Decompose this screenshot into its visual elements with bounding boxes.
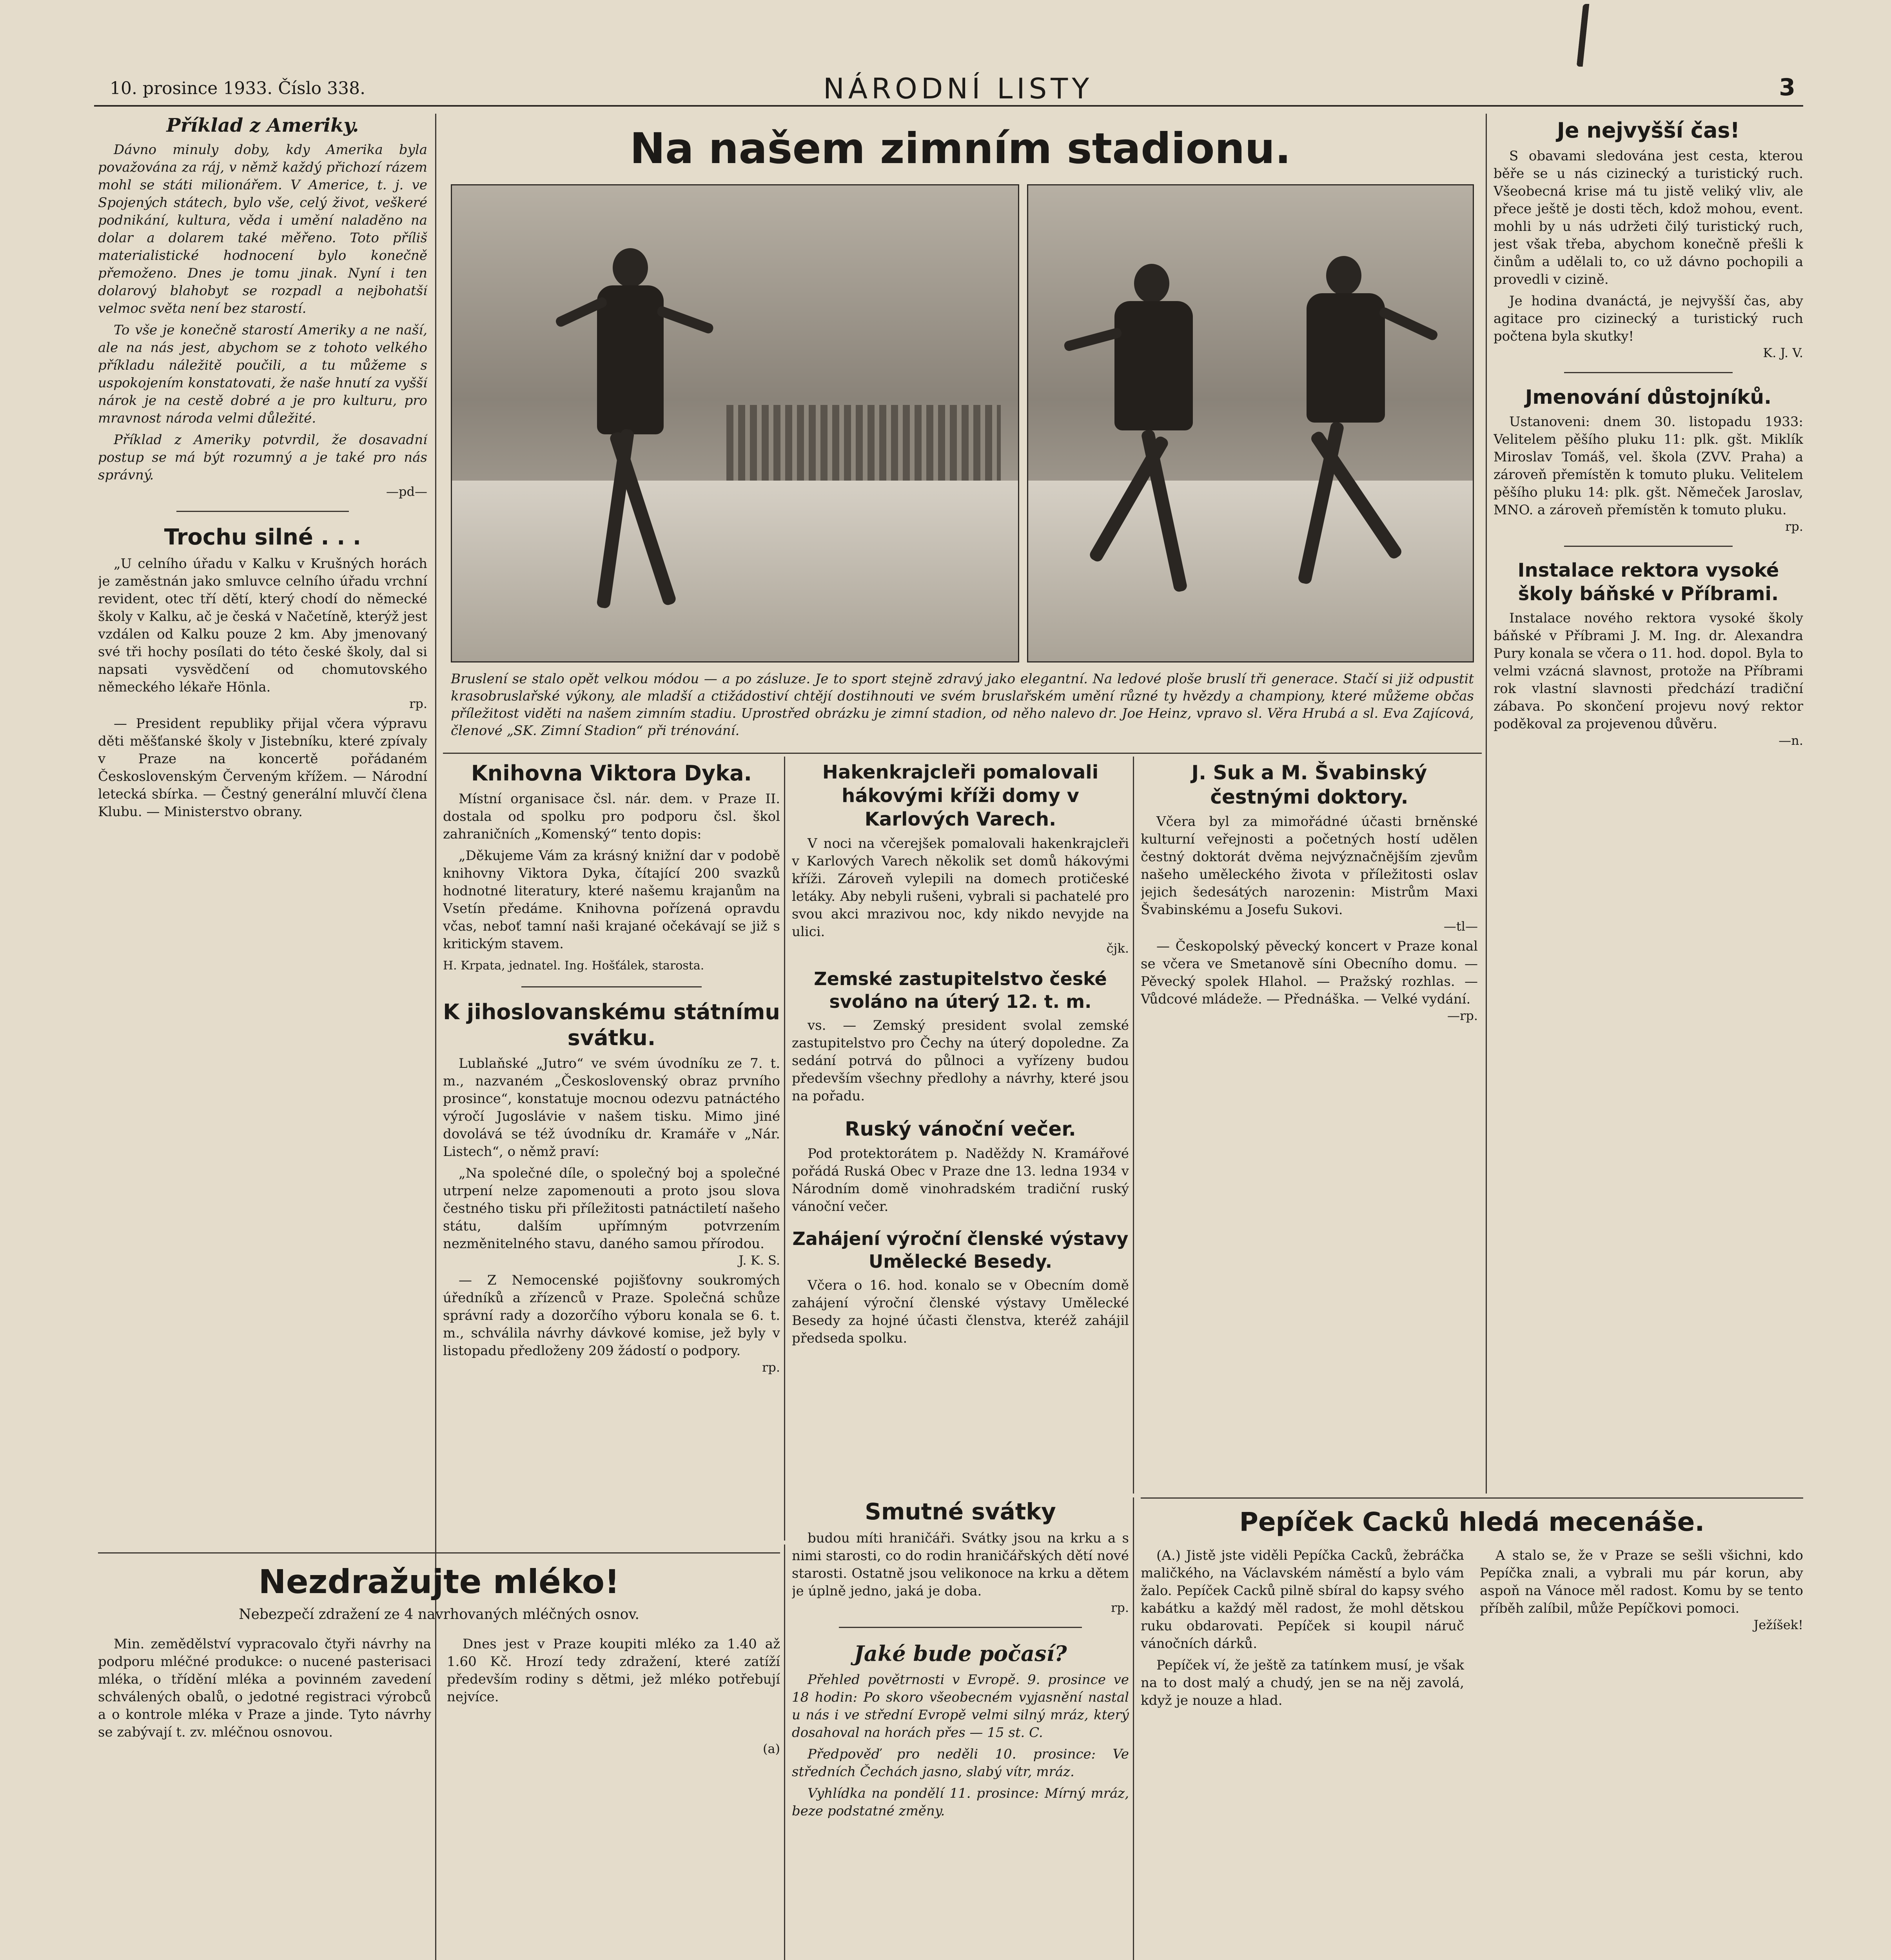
article-signature: rp.: [762, 1360, 780, 1375]
article-body: Vyhlídka na pondělí 11. prosince: Mírný mráz, beze podstatné změny.: [792, 1786, 1129, 1819]
article-signature: (a): [762, 1741, 780, 1756]
article-signature: rp.: [1111, 1600, 1129, 1615]
article-body: Včera byl za mimořádné účasti brněnské kulturní veřejnosti a početných hostí udělen čestný doktorát dvěma nejvýznačnějším zjevům našeho uměleckého života v příležitosti oslav jejich šedesátých narozenin: Mistrům Maxi Švabinskému a Josefu Sukovi.: [1141, 814, 1478, 918]
stadium-photo-left: [451, 184, 1019, 662]
article-title: Trochu silné . . .: [164, 524, 361, 550]
column-rule: [1133, 1497, 1134, 1960]
article-title: Knihovna Viktora Dyka.: [471, 761, 752, 786]
photo-caption-area: [451, 670, 1474, 749]
column-rule: [784, 1544, 785, 1960]
article-body: Dnes jest v Praze koupiti mléko za 1.40 až 1.60 Kč. Hrozí tedy zdražení, které zatíží především rodiny s dětmi, jež mléko potřebují nejvíce.: [447, 1636, 780, 1705]
article-body: Lublaňské „Jutro“ ve svém úvodníku ze 7. t. m., nazvaném „Československý obraz prvního prosince“, konstatuje mocnou odezvu patnáctého výročí Jugoslávie v našem tisku. Mimo jiné dovolává se též úvodníku dr. Kramáře v „Nár. Listech“, o němž praví:: [443, 1056, 780, 1160]
article-body: Pepíček ví, že ještě za tatínkem musí, je však na to dost malý a chudý, jen se na něj zavolá, když je nouze a hlad.: [1141, 1657, 1464, 1708]
article-body: — Z Nemocenské pojišťovny soukromých úředníků a zřízenců v Praze. Společná schůze správní rady a dozorčího výboru konala se 6. t. m., schválila návrhy dávkové komise, jež byly v listopadu předloženy 209 žádostí o podpory.: [443, 1272, 780, 1359]
article-body: budou míti hraničáři. Svátky jsou na krku a s nimi starosti, co do rodin hraničářských dětí nové starosti. Ostatně jsou velikonoce na krku a dětem je úplně jedno, jaká je doba.: [792, 1530, 1129, 1599]
article-signature: —n.: [1778, 733, 1803, 748]
article-body: „U celního úřadu v Kalku v Krušných horách je zaměstnán jako smluvce celního úřadu vrchní revident, otec tří dětí, který chodí do německé školy v Kalku, ač je česká v Načetíně, kterýž jest vzdálen od Kalku pouze 2 km. Aby jmenovaný své tři hochy posílati do této české školy, dal si napsati vysvědčení od chomutovského německého lékaře Hönla.: [98, 556, 427, 695]
article-title: Příklad z Ameriky.: [166, 114, 359, 136]
article-signature: —tl—: [1443, 919, 1478, 934]
article-signature: rp.: [1785, 519, 1803, 534]
article-title: Smutné svátky: [865, 1498, 1056, 1525]
section-rule: [1141, 1497, 1803, 1499]
article-body: Min. zemědělství vypracovalo čtyři návrhy na podporu mléčné produkce: o nucené pasterisaci mléka, o třídění mléka a povinném zavedení schválených obalů, o jedotné registraci výrobců a o kontrole mléka v Praze a jinde. Tyto návrhy se zabývají t. zv. mléčnou osnovou.: [98, 1636, 431, 1740]
column-rule: [784, 757, 785, 1541]
center-bottom-column: [792, 1497, 1129, 1960]
section-rule: [443, 753, 1482, 754]
article-signature: Ježíšek!: [1753, 1617, 1803, 1632]
article-signature: J. K. S.: [739, 1253, 780, 1268]
article-title: Pepíček Cacků hledá mecenáše.: [1239, 1507, 1705, 1537]
article-signature: čjk.: [1106, 941, 1129, 956]
article-signature: —rp.: [1447, 1008, 1478, 1023]
article-title: Jmenování důstojníků.: [1525, 386, 1772, 408]
article-body: Ustanoveni: dnem 30. listopadu 1933: Velitelem pěšího pluku 11: plk. gšt. Miklík Miroslav Tomáš, vel. škola (ZVV. Praha) a zároveň přemístěn k tomuto pluku. Velitelem pěšího pluku 14: plk. gšt. Němeček Jaroslav, MNO. a zároveň přemístěn k tomuto pluku.: [1494, 414, 1803, 518]
stadium-photo-right: [1027, 184, 1474, 662]
header-rule: [94, 105, 1803, 107]
divider: [839, 1627, 1082, 1628]
article-subtitle: Nebezpečí zdražení ze 4 navrhovaných mléčných osnov.: [239, 1606, 639, 1622]
article-signature: H. Krpata, jednatel. Ing. Hošťálek, starosta.: [443, 959, 704, 973]
article-body: „Děkujeme Vám za krásný knižní dar v podobě knihovny Viktora Dyka, čítající 200 svazků hodnotné literatury, které našemu krajanům na Vsetín předáme. Knihovna pořízená opravdu včas, neboť tamní naši krajané očekávají se již s kritickým stavem.: [443, 848, 780, 952]
article-body: A stalo se, že v Praze se sešli všichni, kdo Pepíčka znali, a vybrali mu pár korun, aby aspoň na Vánoce měl radost. Komu by se tento příběh zalíbil, může Pepíčkovi pomoci.: [1480, 1548, 1803, 1616]
article-title: J. Suk a M. Švabinský čestnými doktory.: [1191, 761, 1427, 808]
column-rule: [1486, 114, 1487, 1494]
article-body: Je hodina dvanáctá, je nejvyšší čas, aby agitace pro cizinecký a turistický ruch počtena byla skutky!: [1494, 293, 1803, 344]
article-signature: rp.: [409, 696, 427, 711]
right-column: [1494, 114, 1803, 1494]
article-title: Nezdražujte mléko!: [258, 1563, 620, 1601]
photo-caption: Bruslení se stalo opět velkou módou — a po zásluze. Je to sport stejně zdravý jako elegantní. Na ledové ploše bruslí tři generace. Stačí si již odpustit krasobruslařské výkony, ale mladší a ctižádostiví chtějí dostihnouti ve svém bruslařském umění různé ty hvězdy a championy, které můžeme občas příležitost viděti na našem zimním stadiu. Uprostřed obrázku je zimní stadion, od něho nalevo dr. Joe Heinz, vpravo sl. Věra Hrubá a sl. Eva Zajícová, členové „SK. Zimní Stadion“ při trénování.: [451, 671, 1474, 739]
divider: [1564, 372, 1733, 373]
article-body: (A.) Jistě jste viděli Pepíčka Cacků, žebráčka maličkého, na Václavském náměstí a bylo vám žalo. Pepíček Cacků pilně sbíral do kapsy svého kabátku a každý měl radost, že mohl dětskou ruku obdarovati. Pepíček si koupil náruč vánočních dárků.: [1141, 1548, 1464, 1651]
milk-article: [98, 1560, 780, 1960]
article-title: Zemské zastupitelstvo české svoláno na úterý 12. t. m.: [814, 968, 1107, 1012]
article-signature: —pd—: [386, 484, 427, 499]
pepicek-article: [1141, 1505, 1803, 1960]
page-header: [94, 71, 1803, 106]
article-body: S obavami sledována jest cesta, kterou běře se u nás cizinecký a turistický ruch. Všeobecná krise má tu jistě veliký vliv, ale přece ještě je dosti těch, kdož mohou, event. mohli by u nás udržeti čilý turistický ruch, jest však třeba, abychom konečně přešli k činům a udělali to, co už dávno pochopili a provedli v cizině.: [1494, 148, 1803, 287]
divider: [176, 511, 349, 512]
article-body: Místní organisace čsl. nár. dem. v Praze II. dostala od spolku pro podporu čsl. škol zahraničních „Komenský“ tento dopis:: [443, 791, 780, 842]
article-body: To vše je konečně starostí Ameriky a ne naší, ale na nás jest, abychom se z tohoto velkého příkladu náležitě poučili, a tu můžeme s uspokojením konstatovati, že naše hnutí za vyšší nárok je na cestě dobré a je pro kulturu, pro mravnost národa velmi důležité.: [98, 322, 427, 426]
article-title: K jihoslovanskému státnímu svátku.: [443, 1000, 780, 1050]
article-body: Přehled povětrnosti v Evropě. 9. prosince ve 18 hodin: Po skoro všeobecném vyjasnění nastal u nás i ve střední Evropě velmi silný mráz, který dosahoval na horách přes — 15 st. C.: [792, 1672, 1129, 1740]
article-title: Zahájení výroční členské výstavy Umělecké Besedy.: [792, 1228, 1129, 1272]
masthead: NÁRODNÍ LISTY: [823, 72, 1093, 105]
article-body: „Na společné díle, o společný boj a společné utrpení nelze zapomenouti a proto jsou slova čestného tisku při příležitosti patnáctiletí našeho státu, dalším upřímným potvrzením nezměnitelného stavu, daného samou přírodou.: [443, 1165, 780, 1252]
article-title: Je nejvyšší čas!: [1557, 118, 1740, 143]
news-notes: — Českopolský pěvecký koncert v Praze konal se včera ve Smetanově síni Obecního domu. — Pěvecký spolek Hlahol. — Pražský rozhlas. — Vůdcové mládeže. — Přednáška. — Velké vydání.: [1141, 938, 1478, 1007]
divider: [521, 986, 702, 987]
article-title: Hakenkrajcleři pomalovali hákovými kříži domy v Karlových Varech.: [822, 761, 1099, 830]
article-body: Předpověď pro neděli 10. prosince: Ve středních Čechách jasno, slabý vítr, mráz.: [792, 1746, 1129, 1780]
divider: [1564, 546, 1733, 547]
article-signature: K. J. V.: [1763, 345, 1803, 360]
handwritten-mark: [1577, 4, 1611, 67]
article-body: Instalace nového rektora vysoké školy báňské v Příbrami J. M. Ing. dr. Alexandra Pury konala se včera o 11. hod. dopol. Byla to velmi vzácná slavnost, protože na Příbrami rok vlastní slavnosti předchází tradiční zábava. Po skončení projevu nový rektor poděkoval za projevenou důvěru.: [1494, 610, 1803, 732]
article-body: Pod protektorátem p. Naděždy N. Kramářové pořádá Ruská Obec v Praze dne 13. ledna 1934 v Národním domě vinohradském tradiční ruský vánoční večer.: [792, 1146, 1129, 1214]
center-column-3: [1141, 760, 1478, 1490]
stadium-title-area: [443, 114, 1478, 192]
feature-title: Na našem zimním stadionu.: [630, 124, 1291, 173]
article-body: Dávno minuly doby, kdy Amerika byla považována za ráj, v němž každý přichozí rázem mohl se státi milionářem. V Americe, t. j. ve Spojených státech, bylo vše, celý život, veškeré podnikání, kultura, věda i umění naladěno na dolar a dolarem také měřeno. Toto příliš materialistické hodnocení bylo konečně přemoženo. Dnes je tomu jinak. Nyní i ten dolarový blahobyt se rozpadl a nejbohatší velmoc světa není bez starostí.: [98, 142, 427, 316]
issue-date: 10. prosince 1933. Číslo 338.: [110, 78, 366, 98]
article-body: Příklad z Ameriky potvrdil, že dosavadní postup se má být rozumný a je také pro nás správný.: [98, 432, 427, 483]
page-number: 3: [1779, 74, 1795, 101]
article-body: vs. — Zemský president svolal zemské zastupitelstvo pro Čechy na úterý dopoledne. Za sedání potrvá do půlnoci a vyřízeny budou především všechny předlohy a návrhy, které jsou na pořadu.: [792, 1018, 1129, 1104]
section-rule: [98, 1552, 780, 1553]
article-body: V noci na včerejšek pomalovali hakenkrajcleři v Karlových Varech několik set domů hákovými kříži. Zároveň vylepili na domech protičeské letáky. Aby nebyli rušeni, vybrali si pachatelé pro svou akci mrazivou noc, kdy nikdo nevyjde na ulici.: [792, 836, 1129, 940]
article-body: Včera o 16. hod. konalo se v Obecním domě zahájení výroční členské výstavy Umělecké Besedy za hojné účasti členstva, kteréž zahájil předseda spolku.: [792, 1278, 1129, 1346]
column-rule: [1133, 757, 1134, 1494]
article-title: Ruský vánoční večer.: [845, 1118, 1076, 1140]
article-title: Jaké bude počasí?: [854, 1641, 1067, 1666]
article-title: Instalace rektora vysoké školy báňské v Příbrami.: [1517, 559, 1779, 605]
news-notes: — President republiky přijal včera výpravu děti měšťanské školy v Jistebníku, které zpívaly v Praze na koncertě pořádaném Československým Červeným křížem. — Národní letecká sbírka. — Čestný generální mluvčí člena Klubu. — Ministerstvo obrany.: [98, 716, 427, 820]
